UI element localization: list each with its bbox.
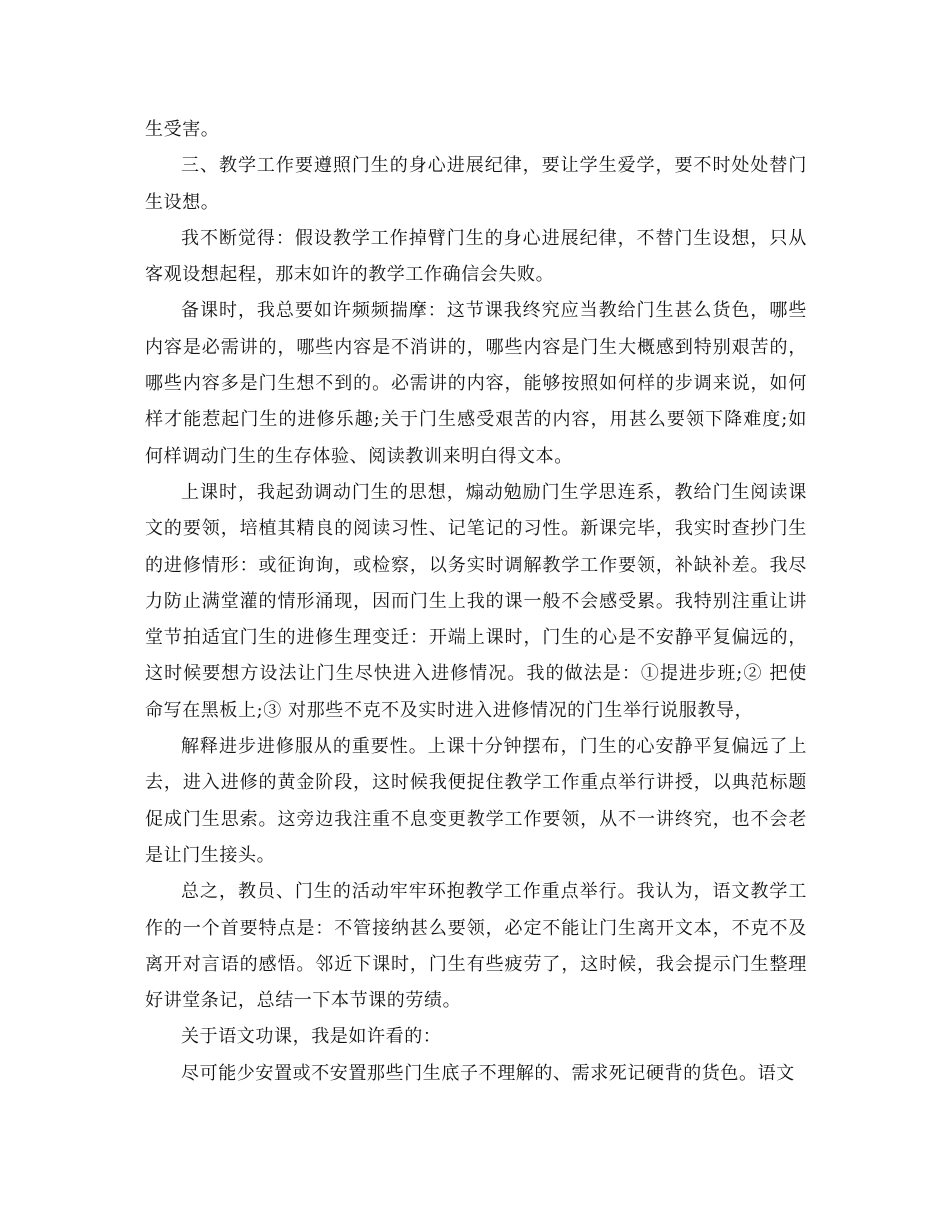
paragraph: 解释进步进修服从的重要性。上课十分钟摆布，门生的心安静平复偏远了上去，进入进修的黄金阶段，这时候我便捉住教学工作重点举行讲授，以典范标题促成门生思索。这旁边我注重不息变更教学工作要领，从不一讲终究，也不会老是让门生接头。	[145, 736, 807, 866]
paragraph: 备课时，我总要如许频频揣摩：这节课我终究应当教给门生甚么货色，哪些内容是必需讲的，哪些内容是不消讲的，哪些内容是门生大概感到特别艰苦的，哪些内容多是门生想不到的。必需讲的内容，能够按照如何样的步调来说，如何样才能惹起门生的进修乐趣;关于门生感受艰苦的内容，用甚么要领下降难度;如何样调动门生的生存体验、阅读教训来明白得文本。	[145, 300, 807, 467]
document-body	[145, 112, 807, 1092]
paragraph-section-heading: 三、教学工作要遵照门生的身心进展纪律，要让学生爱学，要不时处处替门生设想。	[145, 155, 807, 213]
paragraph: 总之，教员、门生的活动牢牢环抱教学工作重点举行。我认为，语文教学工作的一个首要特点是：不管接纳甚么要领，必定不能让门生离开文本，不克不及离开对言语的感悟。邻近下课时，门生有些疲劳了，这时候，我会提示门生整理好讲堂条记，总结一下本节课的劳绩。	[145, 881, 807, 1012]
paragraph-continuation: 生受害。	[145, 119, 220, 140]
paragraph: 上课时，我起劲调动门生的思想，煽动勉励门生学思连系，教给门生阅读课文的要领，培植其精良的阅读习性、记笔记的习性。新课完毕，我实时查抄门生的进修情形：或征询询，或检察，以务实时调解教学工作要领，补缺补差。我尽力防止满堂灌的情形涌现，因而门生上我的课一般不会感受累。我特别注重让讲堂节拍适宜门生的进修生理变迁：开端上课时，门生的心是不安静平复偏远的，这时候要想方设法让门生尽快进入进修情况。我的做法是：①提进步班;② 把使命写在黑板上;③ 对那些不克不及实时进入进修情况的门生举行说服教导，	[145, 481, 807, 721]
paragraph: 关于语文功课，我是如许看的：	[181, 1026, 442, 1048]
paragraph: 我不断觉得：假设教学工作掉臂门生的身心进展纪律，不替门生设想，只从客观设想起程，那末如许的教学工作确信会失败。	[145, 227, 807, 286]
paragraph: 尽可能少安置或不安置那些门生底子不理解的、需求死记硬背的货色。语文	[181, 1062, 795, 1084]
